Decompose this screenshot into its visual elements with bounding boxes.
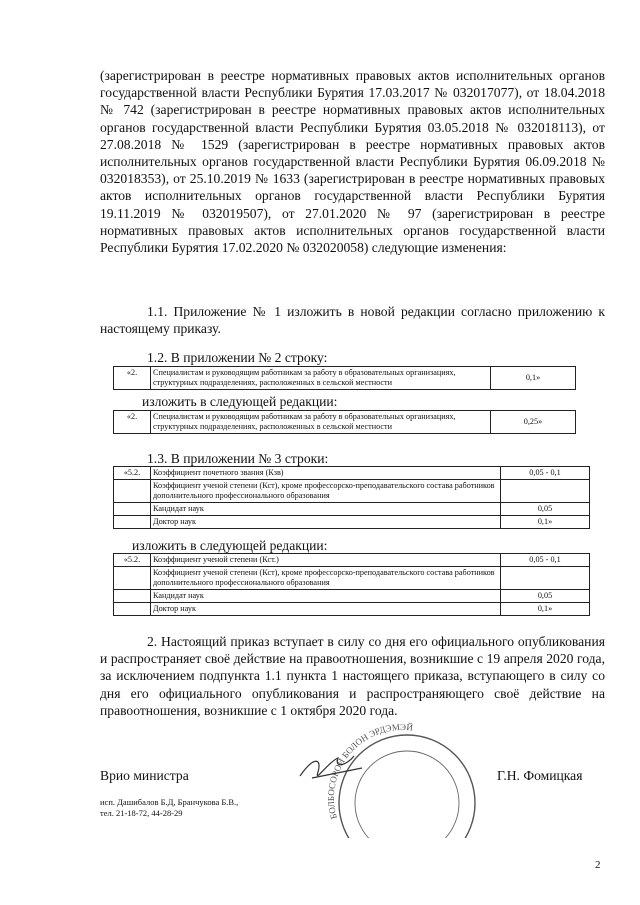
table-row — [114, 467, 590, 480]
item-1-1: 1.1. Приложение № 1 изложить в новой редакции согласно приложению к настоящему приказу. — [100, 304, 605, 337]
table-row — [114, 516, 590, 529]
table-cell-desc: Специалистам и руководящим работникам за работу в образовательных организациях, структурных подразделениях, расположенных в сельской местности — [151, 367, 491, 390]
table-cell-val: 0,1» — [501, 516, 590, 529]
page-number: 2 — [595, 859, 601, 871]
item-1-2-heading: 1.2. В приложении № 2 строку: — [147, 350, 328, 365]
table-cell-val: 0,05 - 0,1 — [501, 554, 590, 567]
executors — [100, 797, 320, 819]
table-cell-val: 0,1» — [491, 367, 576, 390]
stamp-inner-ring — [355, 751, 459, 838]
table-cell-desc: Специалистам и руководящим работникам за работу в образовательных организациях, структурных подразделениях, расположенных в сельской местности — [151, 411, 491, 434]
table-cell-desc: Кандидат наук — [151, 503, 501, 516]
table-row — [114, 590, 590, 603]
intro-paragraph: (зарегистрирован в реестре нормативных правовых актов исполнительных органов государственной власти Республики Бурятия 17.03.2017 № 032017077), от 18.04.2018 № 742 (зарегистрирован в реестре нормативных правовых актов исполнительных органов государственной власти Республики Бурятия 03.05.2018 № 032018113), от 27.08.2018 № 1529 (зарегистрирован в реестре нормативных правовых актов исполнительных органов государственной власти Республики Бурятия 06.09.2018 № 032018353), от 25.10.2019 № 1633 (зарегистрирован в реестре нормативных правовых актов исполнительных органов государственной власти Республики Бурятия 19.11.2019 № 032019507), от 27.01.2020 № 97 (зарегистрирован в реестре нормативных правовых актов исполнительных органов государственной власти Республики Бурятия 17.02.2020 № 032020058) следующие изменения: — [100, 68, 605, 256]
table-cell-val: 0,05 — [501, 503, 590, 516]
table-appendix2-old — [113, 366, 576, 390]
table-cell-desc: Коэффициент ученой степени (Кст.) — [151, 554, 501, 567]
stamp-text: БОЛБОСОРОЙ БОЛОН ЭРДЭМЭЙ — [325, 721, 414, 821]
executors-names: исп. Дашибалов Б.Д, Бранчукова Б.В., — [100, 797, 239, 807]
table-appendix3-new — [113, 553, 590, 616]
table-row — [114, 411, 576, 434]
table-cell-num: «5.2. — [114, 467, 151, 480]
signature-scribble — [300, 756, 362, 778]
table-cell-desc: Коэффициент ученой степени (Кст), кроме профессорско-преподавательского состава работников дополнительного профессионального образования — [151, 567, 501, 590]
table-cell-num: «2. — [114, 367, 151, 390]
item-1-3-heading: 1.3. В приложении № 3 строки: — [147, 451, 329, 466]
table-cell-val: 0,25» — [491, 411, 576, 434]
table-row — [114, 554, 590, 567]
table-row — [114, 567, 590, 590]
replace-label-1: изложить в следующей редакции: — [142, 394, 338, 409]
table-cell-num: «5.2. — [114, 554, 151, 567]
table-cell-num: «2. — [114, 411, 151, 434]
signature-position: Врио министра — [100, 768, 189, 783]
official-stamp — [292, 718, 482, 838]
table-appendix3-old — [113, 466, 590, 529]
table-cell-val: 0,05 — [501, 590, 590, 603]
table-cell-num — [114, 590, 151, 603]
table-row — [114, 480, 590, 503]
table-row — [114, 367, 576, 390]
table-cell-desc: Доктор наук — [151, 516, 501, 529]
replace-label-2: изложить в следующей редакции: — [132, 538, 328, 553]
table-cell-desc: Коэффициент ученой степени (Кст), кроме профессорско-преподавательского состава работников дополнительного профессионального образования — [151, 480, 501, 503]
table-appendix2-new — [113, 410, 576, 434]
table-cell-desc: Доктор наук — [151, 603, 501, 616]
signature-name: Г.Н. Фомицкая — [497, 768, 583, 783]
table-cell-num — [114, 480, 151, 503]
table-cell-desc: Кандидат наук — [151, 590, 501, 603]
table-cell-num — [114, 567, 151, 590]
table-cell-val: 0,05 - 0,1 — [501, 467, 590, 480]
executors-phones: тел. 21-18-72, 44-28-29 — [100, 808, 183, 818]
table-cell-val — [501, 567, 590, 590]
table-cell-desc: Коэффициент почетного звания (Кзв) — [151, 467, 501, 480]
table-cell-val — [501, 480, 590, 503]
stamp-outer-ring — [339, 735, 475, 838]
table-cell-val: 0,1» — [501, 603, 590, 616]
table-cell-num — [114, 516, 151, 529]
table-row — [114, 503, 590, 516]
table-cell-num — [114, 503, 151, 516]
table-row — [114, 603, 590, 616]
item-2: 2. Настоящий приказ вступает в силу со дня его официального опубликования и распространяет своё действие на правоотношения, возникшие с 19 апреля 2020 года, за исключением подпункта 1.1 пункта 1 настоящего приказа, вступающего в силу со дня его официального опубликования и распространяющего своё действие на правоотношения, возникшие с 1 октября 2020 года. — [100, 634, 605, 718]
table-cell-num — [114, 603, 151, 616]
